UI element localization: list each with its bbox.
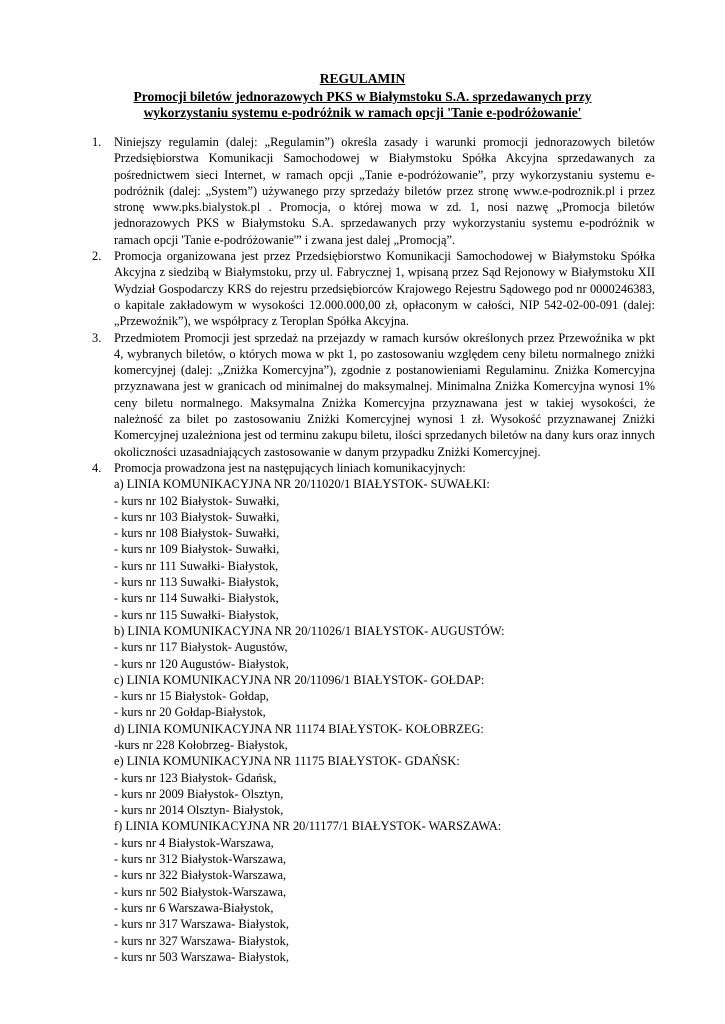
item-number: 1.	[92, 135, 102, 149]
route-line: - kurs nr 322 Białystok-Warszawa,	[114, 868, 287, 883]
route-line: - kurs nr 108 Białystok- Suwałki,	[114, 526, 280, 541]
route-line: - kurs nr 15 Białystok- Gołdap,	[114, 689, 269, 704]
route-line: c) LINIA KOMUNIKACYJNA NR 20/11096/1 BIAŁYSTOK- GOŁDAP:	[114, 672, 485, 687]
route-line: - kurs nr 312 Białystok-Warszawa,	[114, 852, 287, 867]
item-number: 3.	[92, 330, 102, 345]
route-line: a) LINIA KOMUNIKACYJNA NR 20/11020/1 BIAŁYSTOK- SUWAŁKI:	[114, 477, 490, 492]
route-line: - kurs nr 111 Suwałki- Białystok,	[114, 558, 279, 573]
list-item	[92, 248, 655, 329]
route-line: - kurs nr 114 Suwałki- Białystok,	[114, 591, 279, 606]
item-text: Przedmiotem Promocji jest sprzedaż na przejazdy w ramach kursów określonych przez Przewoźnika w pkt 4, wybranych biletów, o których mowa w pkt 1, po zastosowaniu względem ceny biletu normalnego zniżki komercyjnej (dalej: „Zniżka Komercyjna”), zgodnie z postanowieniami Regulaminu. Zniżka Komercyjna przyznawana jest w granicach od minimalnej do maksymalnej. Minimalna Zniżka Komercyjna wynosi 1% ceny biletu normalnego. Maksymalna Zniżka Komercyjna przyznawana jest w takiej wysokości, że należność za bilet po zastosowaniu Zniżki Komercyjnej wynosi 1 zł. Wysokość przyznawanej Zniżki Komercyjnej uzależniona jest od terminu zakupu biletu, ilości sprzedanych biletów na dany kurs oraz innych okoliczności uzasadniających zastosowanie w danym przypadku Zniżki Komercyjnej.	[114, 330, 655, 459]
route-line: - kurs nr 2009 Białystok- Olsztyn,	[114, 786, 284, 801]
route-line: - kurs nr 6 Warszawa-Białystok,	[114, 900, 274, 915]
route-line: - kurs nr 20 Gołdap-Białystok,	[114, 705, 266, 720]
route-line: - kurs nr 120 Augustów- Białystok,	[114, 656, 289, 671]
route-line: - kurs nr 103 Białystok- Suwałki,	[114, 509, 280, 524]
route-line: f) LINIA KOMUNIKACYJNA NR 20/11177/1 BIAŁYSTOK- WARSZAWA:	[114, 819, 502, 834]
route-line: - kurs nr 115 Suwałki- Białystok,	[114, 607, 279, 622]
list-item	[92, 330, 655, 460]
route-line: - kurs nr 317 Warszawa- Białystok,	[114, 917, 289, 932]
item-text: Niniejszy regulamin (dalej: „Regulamin”) określa zasady i warunki promocji jednorazowych biletów Przedsiębiorstwa Komunikacji Samochodowej w Białymstoku Spółka Akcyjna sprzedawanych za pośrednictwem sieci Internet, w ramach opcji „Tanie e-podróżowanie”, przy wykorzystaniu systemu e-podróżnik (dalej: „System”) używanego przy sprzedaży biletów przez stronę www.e-podroznik.pl i przez stronę www.pks.bialystok.pl . Promocja, o której mowa w zd. 1, nosi nazwę „Promocja biletów jednorazowych PKS w Białymstoku S.A. sprzedawanych przy wykorzystaniu systemu e-podróżnik w ramach opcji 'Tanie e-podróżowanie'” i zwana jest dalej „Promocją”.	[114, 135, 655, 247]
regulation-list	[92, 134, 655, 965]
item-text: Promocja organizowana jest przez Przedsiębiorstwo Komunikacji Samochodowej w Białymstoku Spółka Akcyjna z siedzibą w Białymstoku, przy ul. Fabrycznej 1, wpisaną przez Sąd Rejonowy w Białymstoku XII Wydział Gospodarczy KRS do rejestru przedsiębiorców Krajowego Rejestru Sądowego pod nr 0000246383, o kapitale zakładowym w wysokości 12.000.000,00 zł, opłaconym w całości, NIP 542-02-00-091 (dalej: „Przewoźnik”), we współpracy z Teroplan Spółka Akcyjna.	[114, 249, 655, 329]
document-title: REGULAMIN	[319, 71, 406, 86]
route-line: d) LINIA KOMUNIKACYJNA NR 11174 BIAŁYSTOK- KOŁOBRZEG:	[114, 721, 484, 736]
route-line: - kurs nr 123 Białystok- Gdańsk,	[114, 770, 277, 785]
route-line: - kurs nr 502 Białystok-Warszawa,	[114, 884, 287, 899]
list-item	[92, 460, 655, 965]
route-line: - kurs nr 327 Warszawa- Białystok,	[114, 933, 289, 948]
item-number: 2.	[92, 249, 102, 264]
route-line: - kurs nr 117 Białystok- Augustów,	[114, 640, 288, 655]
route-line: - kurs nr 4 Białystok-Warszawa,	[114, 835, 274, 850]
route-line: - kurs nr 113 Suwałki- Białystok,	[114, 575, 279, 590]
item-number: 4.	[92, 460, 102, 475]
route-line: - kurs nr 503 Warszawa- Białystok,	[114, 949, 289, 964]
route-line: - kurs nr 109 Białystok- Suwałki,	[114, 542, 280, 557]
document-subtitle-line-2: wykorzystaniu systemu e-podróżnik w ramach opcji 'Tanie e-podróżowanie'	[143, 105, 582, 120]
item-text: Promocja prowadzona jest na następujących liniach komunikacyjnych:	[114, 460, 466, 475]
route-line: - kurs nr 102 Białystok- Suwałki,	[114, 493, 280, 508]
list-item	[92, 134, 655, 248]
route-line: -kurs nr 228 Kołobrzeg- Białystok,	[114, 737, 288, 752]
route-line: e) LINIA KOMUNIKACYJNA NR 11175 BIAŁYSTOK- GDAŃSK:	[114, 754, 460, 769]
document-subtitle-line-1: Promocji biletów jednorazowych PKS w Białymstoku S.A. sprzedawanych przy	[133, 89, 592, 104]
route-line: - kurs nr 2014 Olsztyn- Białystok,	[114, 803, 284, 818]
route-line: b) LINIA KOMUNIKACYJNA NR 20/11026/1 BIAŁYSTOK- AUGUSTÓW:	[114, 623, 505, 638]
